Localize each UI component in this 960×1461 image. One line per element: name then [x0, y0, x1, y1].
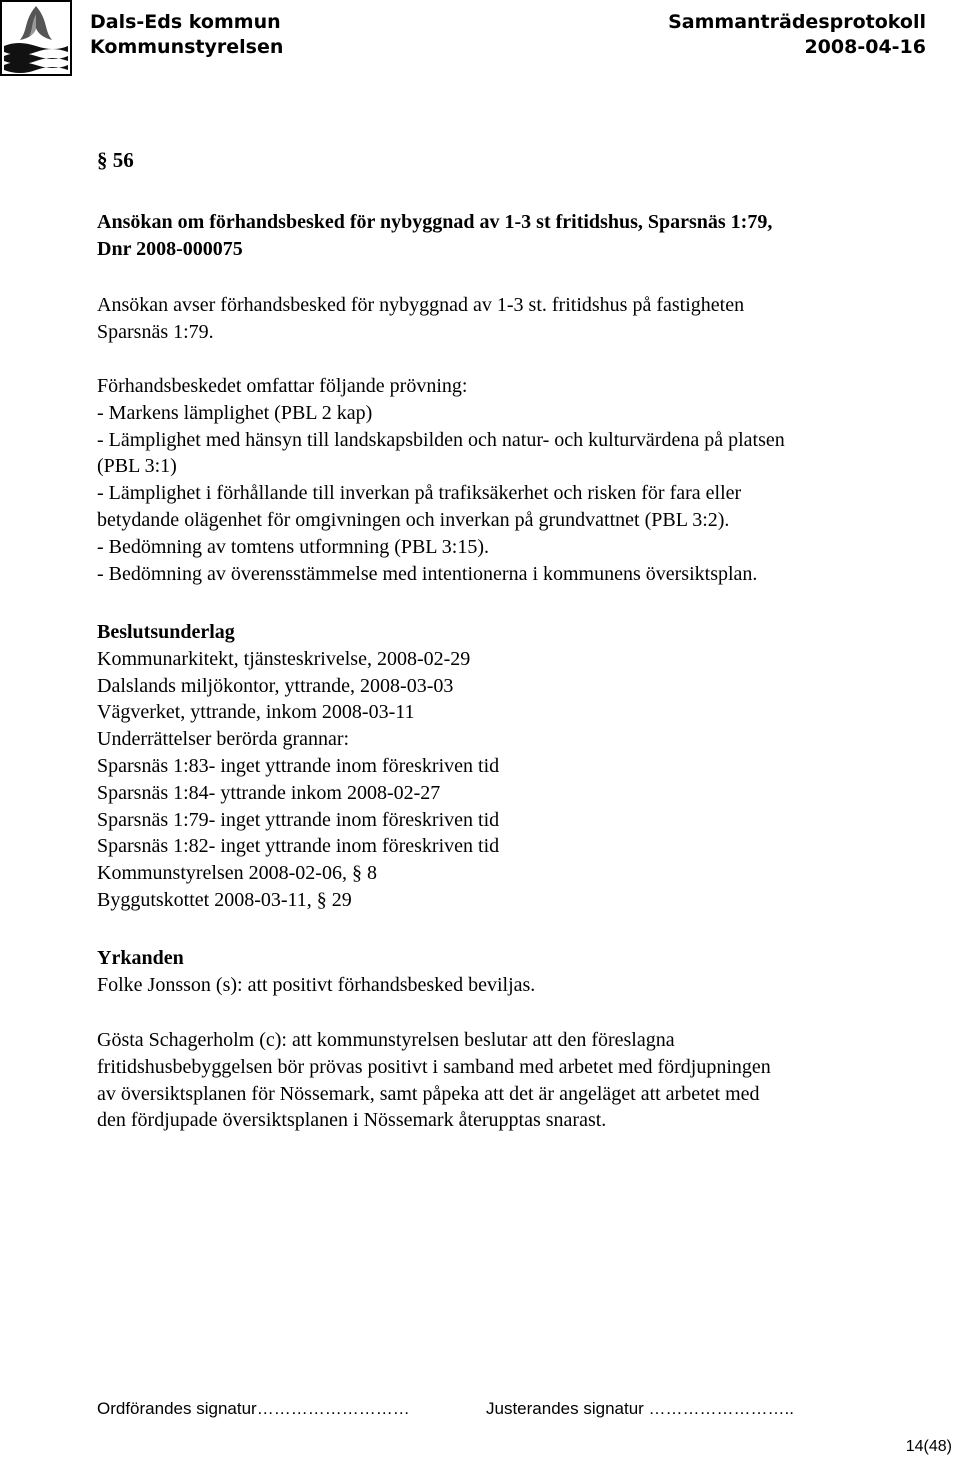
- document-type: Sammanträdesprotokoll: [668, 11, 926, 33]
- beslutsunderlag-line: Kommunstyrelsen 2008-02-06, § 8: [97, 862, 377, 885]
- scope-paragraph: [97, 373, 785, 587]
- beslutsunderlag-line: Sparsnäs 1:83- inget yttrande inom föreskriven tid: [97, 754, 500, 777]
- header-right: [668, 10, 926, 60]
- beslutsunderlag-line: Sparsnäs 1:82- inget yttrande inom föreskriven tid: [97, 835, 500, 858]
- scope-line: betydande olägenhet för omgivningen och inverkan på grundvattnet (PBL 3:2).: [97, 508, 730, 531]
- yrkande-para-line: fritidshusbebyggelsen bör prövas positivt i samband med arbetet med fördjupningen: [97, 1055, 771, 1078]
- intro-line: Sparsnäs 1:79.: [97, 320, 214, 343]
- beslutsunderlag-line: Kommunarkitekt, tjänsteskrivelse, 2008-02-29: [97, 647, 471, 670]
- yrkande-para-line: den fördjupade översiktsplanen i Nössemark återupptas snarast.: [97, 1109, 607, 1132]
- yrkande-line: Folke Jonsson (s): att positivt förhandsbesked beviljas.: [97, 973, 536, 996]
- yrkanden-section: [97, 945, 535, 999]
- yrkande-paragraph: [97, 1027, 771, 1134]
- scope-line: - Lämplighet med hänsyn till landskapsbilden och natur- och kulturvärdena på platsen: [97, 428, 785, 451]
- meeting-date: 2008-04-16: [804, 36, 926, 58]
- page-number: 14(48): [905, 1438, 952, 1455]
- scope-line: - Bedömning av överensstämmelse med intentionerna i kommunens översiktsplan.: [97, 562, 758, 585]
- beslutsunderlag-line: Dalslands miljökontor, yttrande, 2008-03-03: [97, 674, 454, 697]
- intro-line: Ansökan avser förhandsbesked för nybyggnad av 1-3 st. fritidshus på fastigheten: [97, 294, 745, 316]
- beslutsunderlag-line: Sparsnäs 1:79- inget yttrande inom föreskriven tid: [97, 808, 500, 831]
- scope-line: - Markens lämplighet (PBL 2 kap): [97, 401, 373, 424]
- yrkande-para-line: av översiktsplanen för Nössemark, samt påpeka att det är angeläget att arbetet med: [97, 1082, 760, 1105]
- beslutsunderlag-heading: Beslutsunderlag: [97, 621, 235, 643]
- title-line: Dnr 2008-000075: [97, 237, 243, 260]
- beslutsunderlag-section: [97, 619, 499, 914]
- section-title: [97, 209, 772, 263]
- beslutsunderlag-line: Byggutskottet 2008-03-11, § 29: [97, 888, 352, 911]
- yrkanden-heading: Yrkanden: [97, 947, 184, 969]
- adjuster-signature: Justerandes signatur ……………………..: [486, 1399, 794, 1418]
- beslutsunderlag-line: Vägverket, yttrande, inkom 2008-03-11: [97, 701, 415, 724]
- scope-line: - Bedömning av tomtens utformning (PBL 3:15).: [97, 535, 490, 558]
- header-left: [90, 10, 283, 60]
- beslutsunderlag-line: Sparsnäs 1:84- yttrande inkom 2008-02-27: [97, 781, 441, 804]
- committee-name: Kommunstyrelsen: [90, 36, 284, 58]
- chair-signature: Ordförandes signatur………………………: [97, 1399, 410, 1418]
- scope-line: (PBL 3:1): [97, 455, 177, 478]
- municipality-name: Dals-Eds kommun: [90, 11, 281, 33]
- yrkande-para-line: Gösta Schagerholm (c): att kommunstyrelsen beslutar att den föreslagna: [97, 1029, 675, 1051]
- intro-paragraph: [97, 292, 744, 346]
- section-number: § 56: [97, 148, 134, 172]
- scope-line: - Lämplighet i förhållande till inverkan på trafiksäkerhet och risken för fara eller: [97, 482, 742, 505]
- municipality-logo: [0, 0, 72, 76]
- title-line: Ansökan om förhandsbesked för nybyggnad av 1-3 st fritidshus, Sparsnäs 1:79,: [97, 211, 773, 233]
- scope-line: Förhandsbeskedet omfattar följande prövning:: [97, 375, 468, 397]
- beslutsunderlag-line: Underrättelser berörda grannar:: [97, 728, 350, 751]
